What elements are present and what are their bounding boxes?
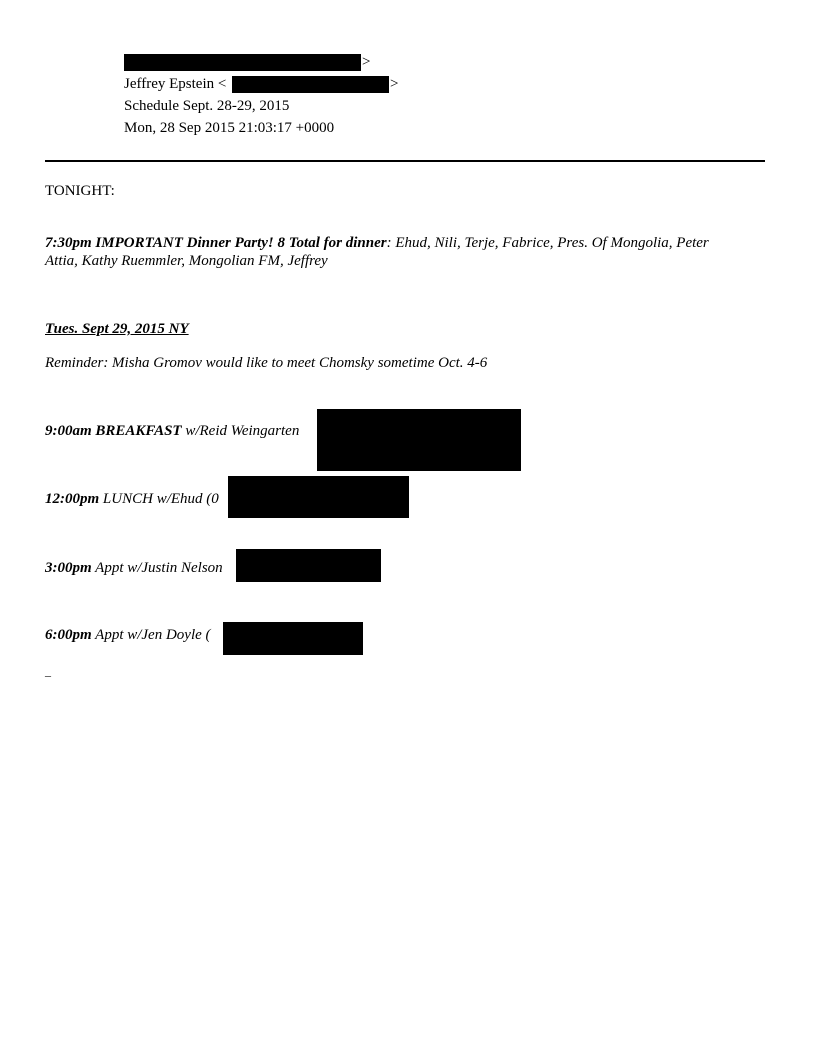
appointment-time: 9:00am BREAKFAST bbox=[45, 423, 182, 439]
appointment-breakfast bbox=[45, 423, 299, 440]
appointment-6pm bbox=[45, 627, 211, 644]
appointment-detail: Appt w/Justin Nelson bbox=[91, 560, 223, 576]
dinner-line-1 bbox=[45, 235, 709, 252]
dinner-guests: : Ehud, Nili, Terje, Fabrice, Pres. Of Mongolia, Peter bbox=[386, 235, 709, 251]
appointment-time: 6:00pm bbox=[45, 627, 92, 643]
to-value-tail: > bbox=[390, 76, 399, 92]
day-heading: Tues. Sept 29, 2015 NY bbox=[45, 321, 189, 337]
appointment-time: 12:00pm bbox=[45, 491, 100, 507]
redaction-block bbox=[232, 76, 389, 93]
from-value-tail: > bbox=[362, 54, 371, 70]
redaction-block bbox=[236, 549, 381, 582]
appointment-3pm bbox=[45, 560, 223, 577]
to-value: Jeffrey Epstein < bbox=[124, 76, 227, 92]
redaction-block bbox=[228, 476, 409, 518]
date-value: Mon, 28 Sep 2015 21:03:17 +0000 bbox=[124, 120, 335, 136]
dinner-line-2: Attia, Kathy Ruemmler, Mongolian FM, Jeffrey bbox=[45, 253, 328, 269]
dinner-title: 7:30pm IMPORTANT Dinner Party! 8 Total for dinner bbox=[45, 235, 387, 251]
appointment-lunch bbox=[45, 491, 219, 508]
redaction-block bbox=[317, 409, 521, 471]
redaction-block bbox=[124, 54, 361, 71]
reminder-text: Reminder: Misha Gromov would like to meet Chomsky sometime Oct. 4-6 bbox=[45, 355, 488, 371]
appointment-detail: LUNCH w/Ehud (0 bbox=[99, 491, 219, 507]
tonight-heading: TONIGHT: bbox=[45, 183, 115, 199]
redaction-block bbox=[223, 622, 363, 655]
appointment-detail: w/Reid Weingarten bbox=[181, 423, 300, 439]
trailing-mark: _ bbox=[45, 664, 51, 678]
appointment-detail: Appt w/Jen Doyle ( bbox=[91, 627, 211, 643]
subject-value: Schedule Sept. 28-29, 2015 bbox=[124, 98, 290, 114]
appointment-time: 3:00pm bbox=[45, 560, 92, 576]
header-divider bbox=[45, 160, 765, 162]
